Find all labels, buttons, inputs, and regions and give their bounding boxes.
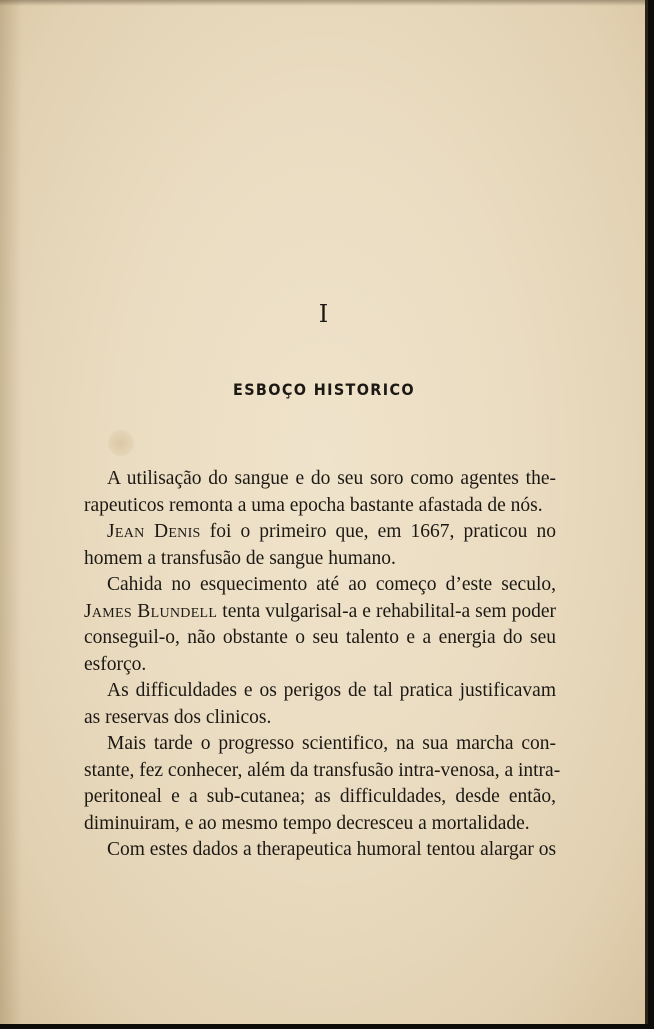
text-line: [84, 599, 556, 626]
text-line: homem a transfusão de sangue humano.: [84, 547, 396, 569]
text-fragment: tenta vulgarisal-a e rehabilital-a sem poder: [217, 600, 557, 622]
text-line: Mais tarde o progresso scientifico, na sua marcha con-: [107, 733, 556, 754]
text-line: diminuiram, e ao mesmo tempo decresceu a mortalidade.: [84, 812, 530, 834]
person-name: Jean Denis: [107, 521, 201, 542]
chapter-title: ESBOÇO HISTORICO: [233, 380, 415, 399]
body-text: [84, 466, 561, 864]
text-line: [84, 519, 556, 546]
text-line: Com estes dados a therapeutica humoral tentou alargar os: [107, 839, 557, 860]
chapter-number: I: [318, 300, 330, 328]
text-line: peritoneal e a sub-cutanea; as difficuldades, desde então,: [84, 786, 556, 807]
text-line: A utilisação do sangue e do seu soro como agentes the-: [107, 468, 556, 489]
text-line: as reservas dos clinicos.: [84, 706, 272, 728]
text-line: esforço.: [84, 653, 147, 675]
text-fragment: foi o primeiro que, em 1667, praticou no: [200, 521, 556, 542]
text-line: As difficuldades e os perigos de tal pratica justificavam: [107, 680, 556, 701]
paper-stain: [108, 430, 134, 456]
text-line: Cahida no esquecimento até ao começo d’este seculo,: [107, 574, 556, 595]
text-line: rapeuticos remonta a uma epocha bastante afastada de nós.: [84, 494, 543, 516]
person-name: James Blundell: [84, 600, 218, 622]
text-line: stante, fez conhecer, além da transfusão intra-venosa, a intra-: [84, 759, 561, 781]
text-line: conseguil-o, não obstante o seu talento e a energia do seu: [84, 627, 556, 648]
